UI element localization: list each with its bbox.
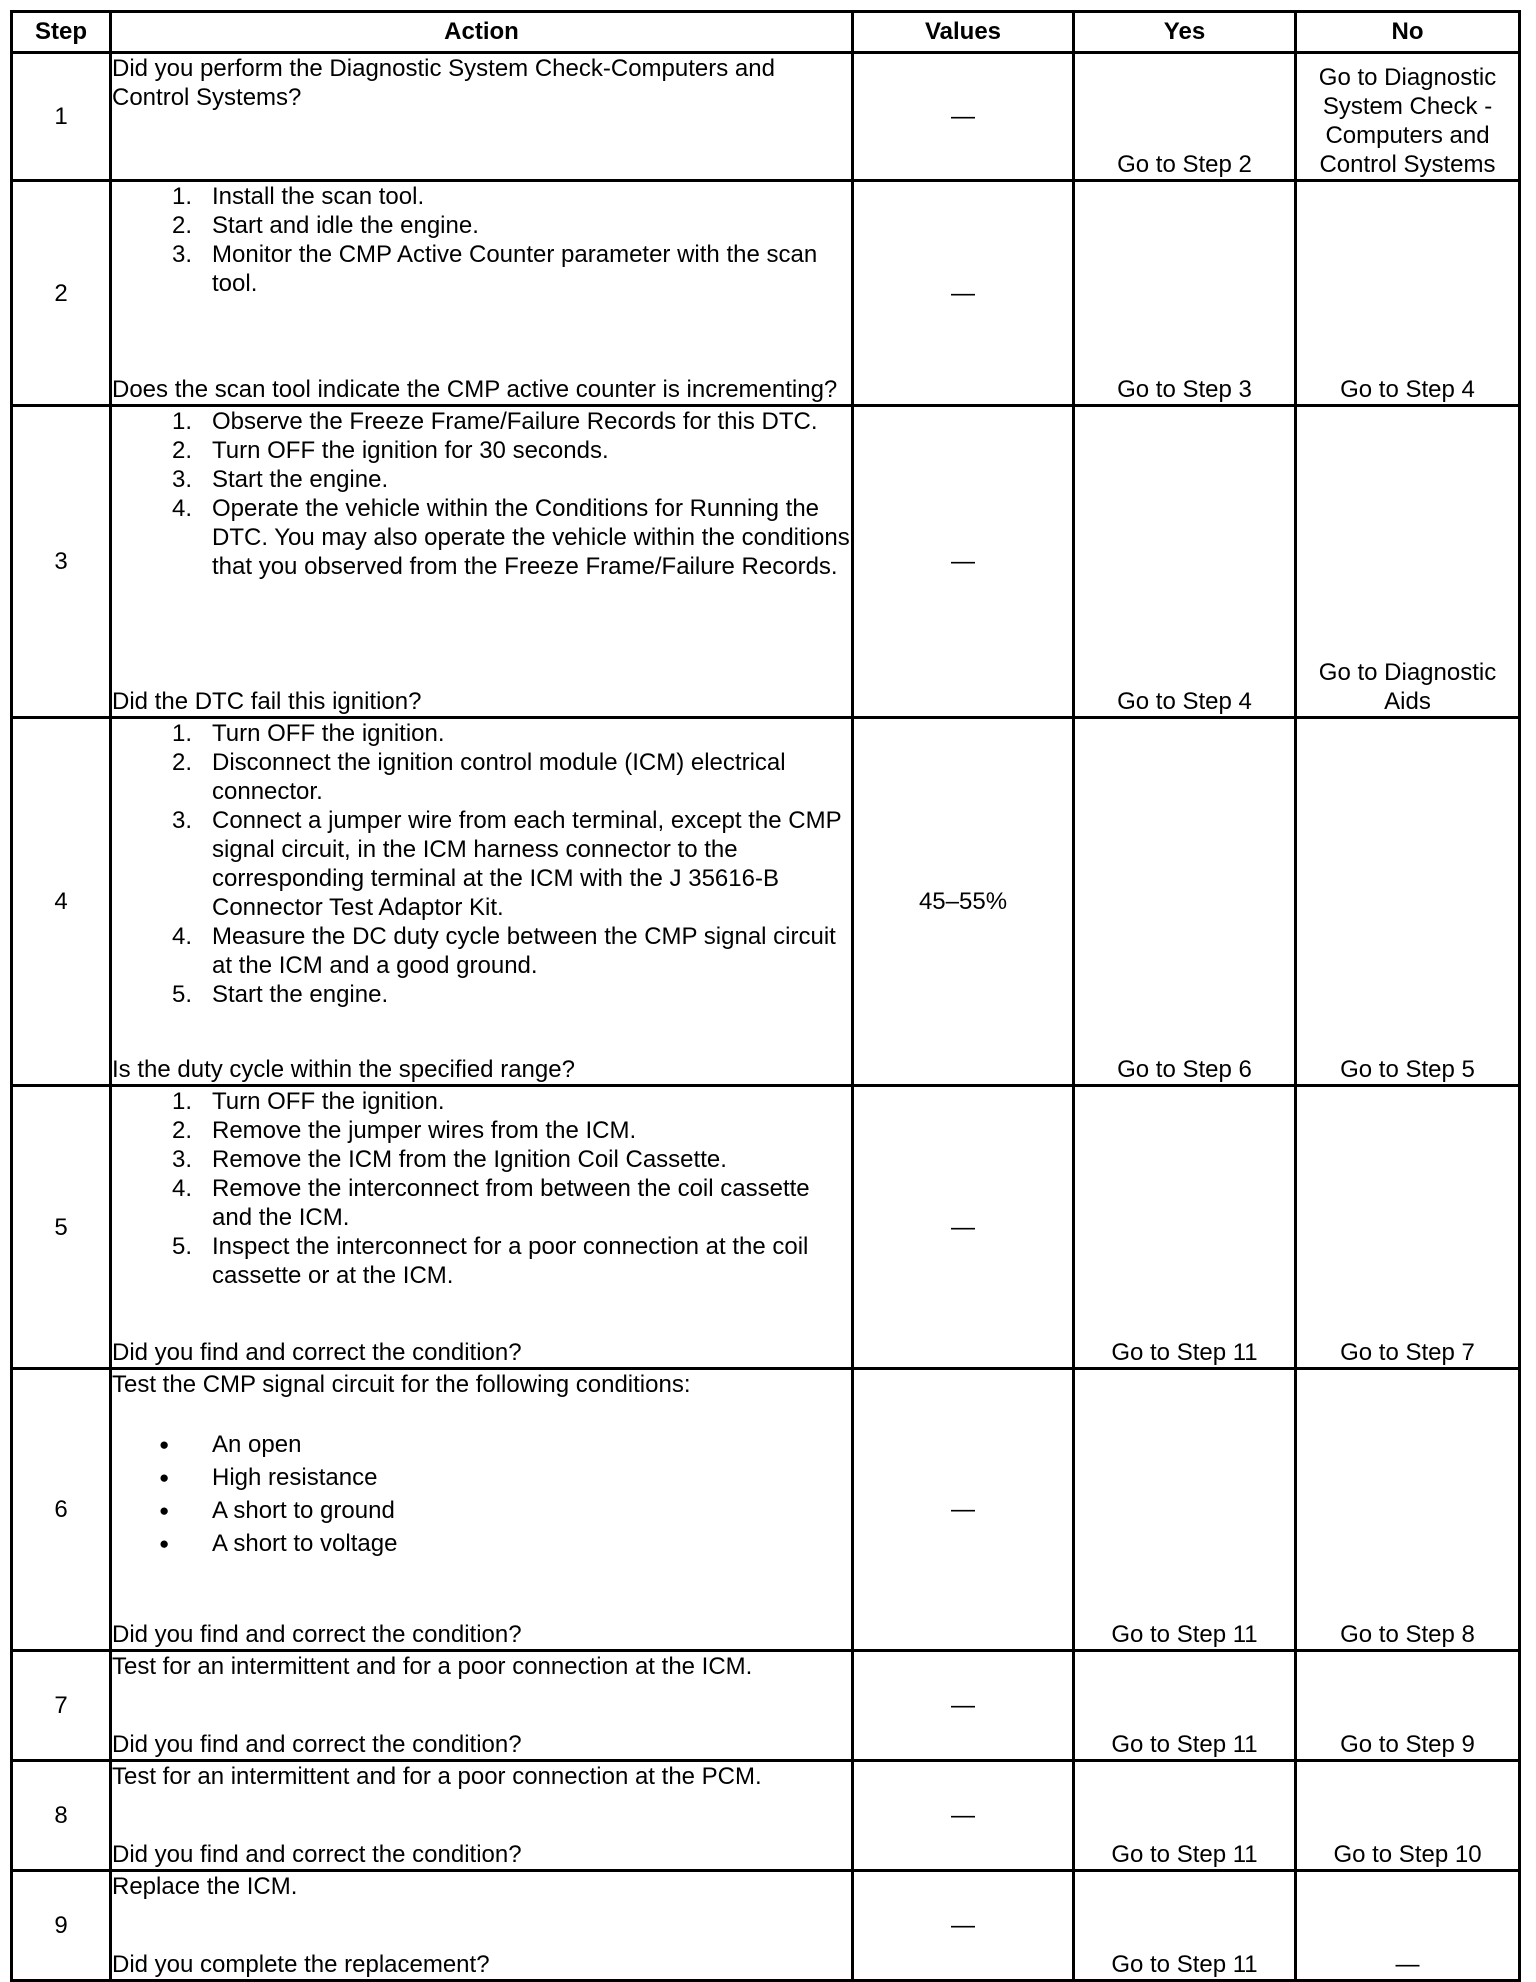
value-cell: — (853, 406, 1074, 718)
step-number: 1 (12, 53, 111, 181)
action-question: Did you find and correct the condition? (112, 1841, 522, 1868)
procedure-item: Disconnect the ignition control module (ICM) electrical connector. (212, 749, 786, 805)
condition-item: ● A short to voltage (212, 1527, 851, 1560)
header-action: Action (111, 12, 853, 53)
header-no: No (1296, 12, 1520, 53)
action-cell (111, 1086, 853, 1369)
no-result: Go to Step 10 (1296, 1761, 1520, 1871)
action-instructions (112, 719, 851, 1055)
condition-item: ● An open (212, 1428, 851, 1461)
header-values: Values (853, 12, 1074, 53)
no-result: Go to Step 5 (1296, 718, 1520, 1086)
action-content (112, 1762, 851, 1869)
table-header-row (12, 12, 1520, 53)
action-content (112, 1872, 851, 1979)
yes-result: Go to Step 4 (1074, 406, 1296, 718)
action-content (112, 407, 851, 716)
procedure-item: Observe the Freeze Frame/Failure Records for this DTC. (212, 408, 818, 435)
action-cell (111, 1761, 853, 1871)
action-question: Did you complete the replacement? (112, 1951, 490, 1978)
value-cell: — (853, 1651, 1074, 1761)
action-question: Did you find and correct the condition? (112, 1731, 522, 1758)
action-cell (111, 406, 853, 718)
condition-list (112, 1428, 851, 1560)
value-cell: — (853, 181, 1074, 406)
no-result: Go to Diagnostic System Check - Computers and Control Systems (1296, 53, 1520, 181)
header-step: Step (12, 12, 111, 53)
condition-item: ● High resistance (212, 1461, 851, 1494)
action-intro: Test for an intermittent and for a poor connection at the ICM. (112, 1653, 753, 1680)
value-cell: — (853, 1871, 1074, 1981)
step-number: 9 (12, 1871, 111, 1981)
no-result: Go to Step 4 (1296, 181, 1520, 406)
procedure-item: Measure the DC duty cycle between the CMP signal circuit at the ICM and a good ground. (212, 923, 836, 979)
step-number: 7 (12, 1651, 111, 1761)
action-cell (111, 181, 853, 406)
table-row (12, 1086, 1520, 1369)
action-content (112, 719, 851, 1084)
yes-result: Go to Step 11 (1074, 1369, 1296, 1651)
procedure-item: Start and idle the engine. (212, 212, 479, 239)
action-cell (111, 1871, 853, 1981)
yes-result: Go to Step 6 (1074, 718, 1296, 1086)
action-instructions (112, 1762, 851, 1840)
action-intro: Test the CMP signal circuit for the following conditions: (112, 1371, 691, 1398)
action-content (112, 182, 851, 404)
table-row (12, 1871, 1520, 1981)
procedure-list (112, 182, 851, 298)
yes-result: Go to Step 11 (1074, 1761, 1296, 1871)
procedure-list (112, 1087, 851, 1290)
value-cell: — (853, 1086, 1074, 1369)
yes-result: Go to Step 11 (1074, 1651, 1296, 1761)
procedure-item: Monitor the CMP Active Counter parameter with the scan tool. (212, 241, 818, 297)
procedure-list (112, 719, 851, 1009)
procedure-item: Remove the interconnect from between the coil cassette and the ICM. (212, 1175, 810, 1231)
action-content (112, 1087, 851, 1367)
table-row (12, 1651, 1520, 1761)
condition-item: ● A short to ground (212, 1494, 851, 1527)
action-question: Did you find and correct the condition? (112, 1339, 522, 1366)
action-cell (111, 718, 853, 1086)
procedure-item: Turn OFF the ignition for 30 seconds. (212, 437, 609, 464)
procedure-item: Turn OFF the ignition. (212, 720, 445, 747)
action-cell (111, 1369, 853, 1651)
table-row (12, 1761, 1520, 1871)
procedure-item: Install the scan tool. (212, 183, 425, 210)
step-number: 4 (12, 718, 111, 1086)
action-content (112, 1652, 851, 1759)
yes-result: Go to Step 3 (1074, 181, 1296, 406)
value-cell: — (853, 1761, 1074, 1871)
table-row (12, 718, 1520, 1086)
action-question: Is the duty cycle within the specified range? (112, 1056, 575, 1083)
procedure-item: Remove the jumper wires from the ICM. (212, 1117, 637, 1144)
table-row (12, 1369, 1520, 1651)
procedure-item: Inspect the interconnect for a poor connection at the coil cassette or at the ICM. (212, 1233, 809, 1289)
procedure-item: Operate the vehicle within the Conditions for Running the DTC. You may also operate the vehicle within the conditions that you observed from the Freeze Frame/Failure Records. (212, 495, 850, 580)
action-intro: Replace the ICM. (112, 1873, 298, 1900)
procedure-item: Start the engine. (212, 981, 389, 1008)
action-intro: Did you perform the Diagnostic System Check-Computers and Control Systems? (112, 55, 775, 111)
step-number: 2 (12, 181, 111, 406)
no-result: Go to Step 7 (1296, 1086, 1520, 1369)
no-result: Go to Step 9 (1296, 1651, 1520, 1761)
table-row (12, 406, 1520, 718)
action-instructions (112, 54, 851, 179)
action-content (112, 54, 851, 179)
procedure-list (112, 407, 851, 581)
step-number: 3 (12, 406, 111, 718)
action-instructions (112, 407, 851, 687)
procedure-item: Turn OFF the ignition. (212, 1088, 445, 1115)
action-content (112, 1370, 851, 1649)
diagnostic-table (10, 10, 1521, 1982)
procedure-item: Connect a jumper wire from each terminal, except the CMP signal circuit, in the ICM harness connector to the corresponding terminal at the ICM with the J 35616-B Connector Test Adaptor Kit. (212, 807, 842, 921)
yes-result: Go to Step 2 (1074, 53, 1296, 181)
no-result: Go to Diagnostic Aids (1296, 406, 1520, 718)
value-cell: — (853, 53, 1074, 181)
table-row (12, 181, 1520, 406)
action-cell (111, 53, 853, 181)
no-result: — (1296, 1871, 1520, 1981)
step-number: 8 (12, 1761, 111, 1871)
value-cell: 45–55% (853, 718, 1074, 1086)
action-intro: Test for an intermittent and for a poor connection at the PCM. (112, 1763, 762, 1790)
table-body (12, 53, 1520, 1981)
table-row (12, 53, 1520, 181)
yes-result: Go to Step 11 (1074, 1871, 1296, 1981)
yes-result: Go to Step 11 (1074, 1086, 1296, 1369)
step-number: 5 (12, 1086, 111, 1369)
action-question: Did the DTC fail this ignition? (112, 688, 422, 715)
action-instructions (112, 1087, 851, 1338)
action-question: Does the scan tool indicate the CMP active counter is incrementing? (112, 376, 838, 403)
action-cell (111, 1651, 853, 1761)
action-instructions (112, 1652, 851, 1730)
step-number: 6 (12, 1369, 111, 1651)
value-cell: — (853, 1369, 1074, 1651)
action-question: Did you find and correct the condition? (112, 1621, 522, 1648)
procedure-item: Start the engine. (212, 466, 389, 493)
procedure-item: Remove the ICM from the Ignition Coil Cassette. (212, 1146, 727, 1173)
header-yes: Yes (1074, 12, 1296, 53)
action-instructions (112, 182, 851, 375)
no-result: Go to Step 8 (1296, 1369, 1520, 1651)
action-instructions (112, 1872, 851, 1950)
action-instructions (112, 1370, 851, 1620)
